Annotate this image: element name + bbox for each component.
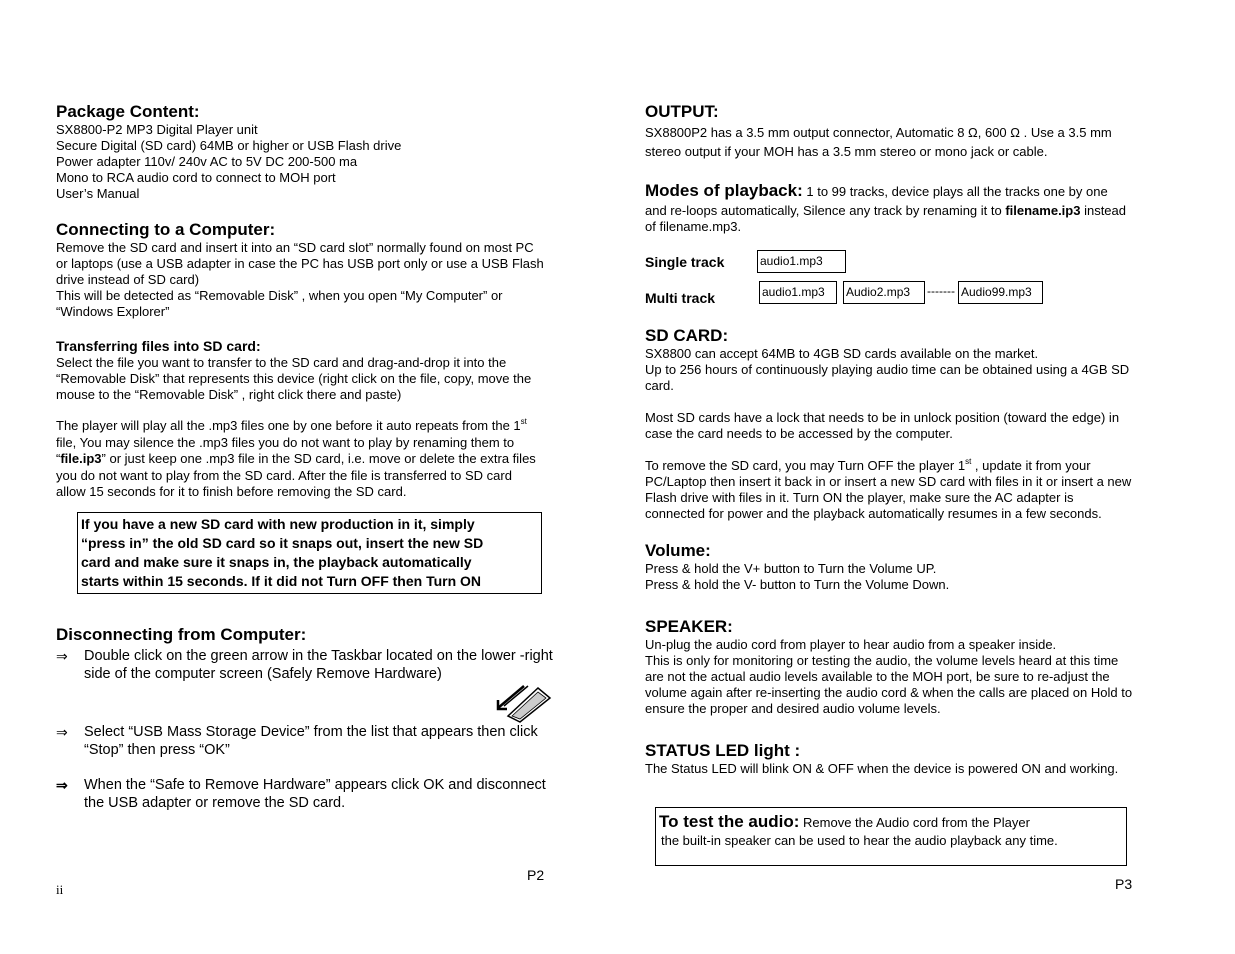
output-heading: OUTPUT: <box>645 102 719 121</box>
volume-heading: Volume: <box>645 541 711 560</box>
text-line: , update it from your <box>971 458 1091 473</box>
status-led-text: The Status LED will blink ON & OFF when the device is powered ON and working. <box>645 761 1119 776</box>
package-item: SX8800-P2 MP3 Digital Player unit <box>56 122 258 137</box>
package-item: User’s Manual <box>56 186 140 201</box>
text-line: When the “Safe to Remove Hardware” appears click OK and disconnect <box>84 777 546 793</box>
text-line: you do not want to play from the SD card. After the file is transferred to SD card <box>56 467 512 483</box>
page-number-p3: P3 <box>1115 876 1133 892</box>
sd-card-text <box>645 346 1129 394</box>
arrow-bullet-icon: ⇒ <box>56 724 68 740</box>
multi-track-file: Audio99.mp3 <box>958 281 1043 304</box>
text-line: Most SD cards have a lock that needs to be in unlock position (toward the edge) in <box>645 410 1120 425</box>
text-line: card. <box>645 378 674 393</box>
page-number-p2: P2 <box>527 867 545 883</box>
quote-mark: “ <box>56 451 61 466</box>
text-line: Up to 256 hours of continuously playing audio time can be obtained using a 4GB SD <box>645 362 1130 377</box>
text-line: stereo output if your MOH has a 3.5 mm stereo or mono jack or cable. <box>645 144 1048 159</box>
track-dashes: ------- <box>927 284 955 298</box>
corner-page-label: ii <box>56 882 64 897</box>
speaker-heading: SPEAKER: <box>645 617 733 636</box>
text-line: and re-loops automatically, Silence any track by renaming it to <box>645 203 1006 218</box>
text-line: drive instead of SD card) <box>56 272 200 287</box>
superscript: st <box>520 417 527 426</box>
transferring-heading: Transferring files into SD card: <box>56 338 261 354</box>
text-line <box>56 418 536 435</box>
text-line <box>645 458 1131 474</box>
text-line: instead <box>1080 203 1127 218</box>
text-line: file, You may silence the .mp3 files you do not want to play by renaming them to <box>56 434 515 450</box>
single-track-file: audio1.mp3 <box>757 250 846 273</box>
disconnect-step <box>84 776 546 812</box>
text-line: of filename.mp3. <box>645 219 742 234</box>
disconnect-step <box>84 647 553 683</box>
text-line: Un-plug the audio cord from player to hear audio from a speaker inside. <box>645 637 1057 652</box>
test-audio-heading: To test the audio: <box>659 812 800 831</box>
text-line: are not the actual audio levels available to the MOH port, be sure to re-adjust the <box>645 669 1110 684</box>
text-line: Press & hold the V+ button to Turn the Volume UP. <box>645 561 937 576</box>
text-line: Select the file you want to transfer to the SD card and drag-and-drop it into the <box>56 355 507 370</box>
multi-track-file: Audio2.mp3 <box>843 281 925 304</box>
modes-text <box>645 203 1126 235</box>
text-line: “Stop” then press “OK” <box>84 742 230 758</box>
player-text <box>56 418 536 501</box>
modes-heading: Modes of playback: <box>645 181 803 200</box>
text-line: This will be detected as “Removable Disk” , when you open “My Computer” or <box>56 288 503 303</box>
text-line: Double click on the green arrow in the Taskbar located on the lower -right <box>84 648 553 664</box>
filename-bold: filename.ip3 <box>1005 203 1081 218</box>
text-line <box>645 203 1126 219</box>
output-text <box>645 123 1112 161</box>
text-line: This is only for monitoring or testing the audio, the volume levels heard at this time <box>645 653 1119 668</box>
text-line: or laptops (use a USB adapter in case the PC has USB port only or use a USB Flash <box>56 256 544 271</box>
status-led-heading: STATUS LED light : <box>645 741 801 760</box>
text-line: SX8800 can accept 64MB to 4GB SD cards available on the market. <box>645 346 1039 361</box>
filename-bold: file.ip3 <box>60 451 102 466</box>
notice-line: “press in” the old SD card so it snaps out, insert the new SD <box>81 535 484 551</box>
text-line: SX8800P2 has a 3.5 mm output connector, Automatic 8 Ω, 600 Ω . Use a 3.5 mm <box>645 125 1112 140</box>
superscript: st <box>965 457 972 466</box>
multi-track-label: Multi track <box>645 290 716 306</box>
text-line: “Windows Explorer” <box>56 304 170 319</box>
text-line: Press & hold the V- button to Turn the Volume Down. <box>645 577 950 592</box>
text-line: allow 15 seconds for it to finish before removing the SD card. <box>56 484 407 499</box>
notice-line: card and make sure it snaps in, the playback automatically <box>81 554 472 570</box>
package-content-list <box>56 122 401 202</box>
text-line: ” or just keep one .mp3 file in the SD card, i.e. move or delete the extra files <box>101 451 536 466</box>
arrow-bullet-icon: ⇒ <box>56 777 68 793</box>
text-line: mouse to the “Removable Disk” , right click there and paste) <box>56 387 402 402</box>
disconnect-step <box>84 723 538 759</box>
test-audio-line <box>659 812 1030 832</box>
notice-line: starts within 15 seconds. If it did not Turn OFF then Turn ON <box>81 573 482 589</box>
safely-remove-hardware-icon <box>494 682 554 729</box>
text-line: the built-in speaker can be used to hear the audio playback any time. <box>661 833 1058 848</box>
package-item: Power adapter 110v/ 240v AC to 5V DC 200-500 ma <box>56 154 358 169</box>
transferring-text <box>56 355 531 403</box>
text-line: Flash drive with files in it. Turn ON the player, make sure the AC adapter is <box>645 490 1074 505</box>
text-line <box>56 451 536 468</box>
test-audio-box <box>655 807 1127 866</box>
text-line: “Removable Disk” that represents this device (right click on the file, copy, move the <box>56 371 532 386</box>
speaker-text <box>645 637 1132 717</box>
volume-text <box>645 561 949 593</box>
modes-heading-line <box>645 181 1108 201</box>
package-item: Mono to RCA audio cord to connect to MOH port <box>56 170 336 185</box>
text-line: The player will play all the .mp3 files one by one before it auto repeats from the 1 <box>56 418 521 433</box>
text-line: case the card needs to be accessed by the computer. <box>645 426 953 441</box>
text-line: To remove the SD card, you may Turn OFF the player 1 <box>645 458 966 473</box>
text-line: 1 to 99 tracks, device plays all the tracks one by one <box>802 184 1108 199</box>
text-line: PC/Laptop then insert it back in or insert a new SD card with files in it or insert a new <box>645 474 1132 489</box>
text-line: Remove the SD card and insert it into an “SD card slot” normally found on most PC <box>56 240 534 255</box>
sd-lock-text <box>645 410 1119 442</box>
multi-track-file: audio1.mp3 <box>759 281 837 304</box>
new-sd-card-notice <box>77 512 542 594</box>
text-line: Remove the Audio cord from the Player <box>799 815 1030 830</box>
disconnecting-heading: Disconnecting from Computer: <box>56 625 307 644</box>
text-line: volume again after re-inserting the audio cord & when the calls are placed on Hold to <box>645 685 1133 700</box>
text-line: Select “USB Mass Storage Device” from the list that appears then click <box>84 724 538 740</box>
sd-card-heading: SD CARD: <box>645 326 729 345</box>
connecting-heading: Connecting to a Computer: <box>56 220 276 239</box>
connecting-text <box>56 240 544 320</box>
notice-line: If you have a new SD card with new production in it, simply <box>81 516 475 532</box>
single-track-label: Single track <box>645 254 725 270</box>
package-content-heading: Package Content: <box>56 102 200 121</box>
text-line: side of the computer screen (Safely Remove Hardware) <box>84 666 442 682</box>
text-line: connected for power and the playback automatically resumes in a few seconds. <box>645 506 1102 521</box>
text-line: ensure the proper and desired audio volume levels. <box>645 701 941 716</box>
package-item: Secure Digital (SD card) 64MB or higher or USB Flash drive <box>56 138 402 153</box>
text-line: the USB adapter or remove the SD card. <box>84 795 346 811</box>
sd-remove-text <box>645 458 1131 522</box>
arrow-bullet-icon: ⇒ <box>56 648 68 664</box>
